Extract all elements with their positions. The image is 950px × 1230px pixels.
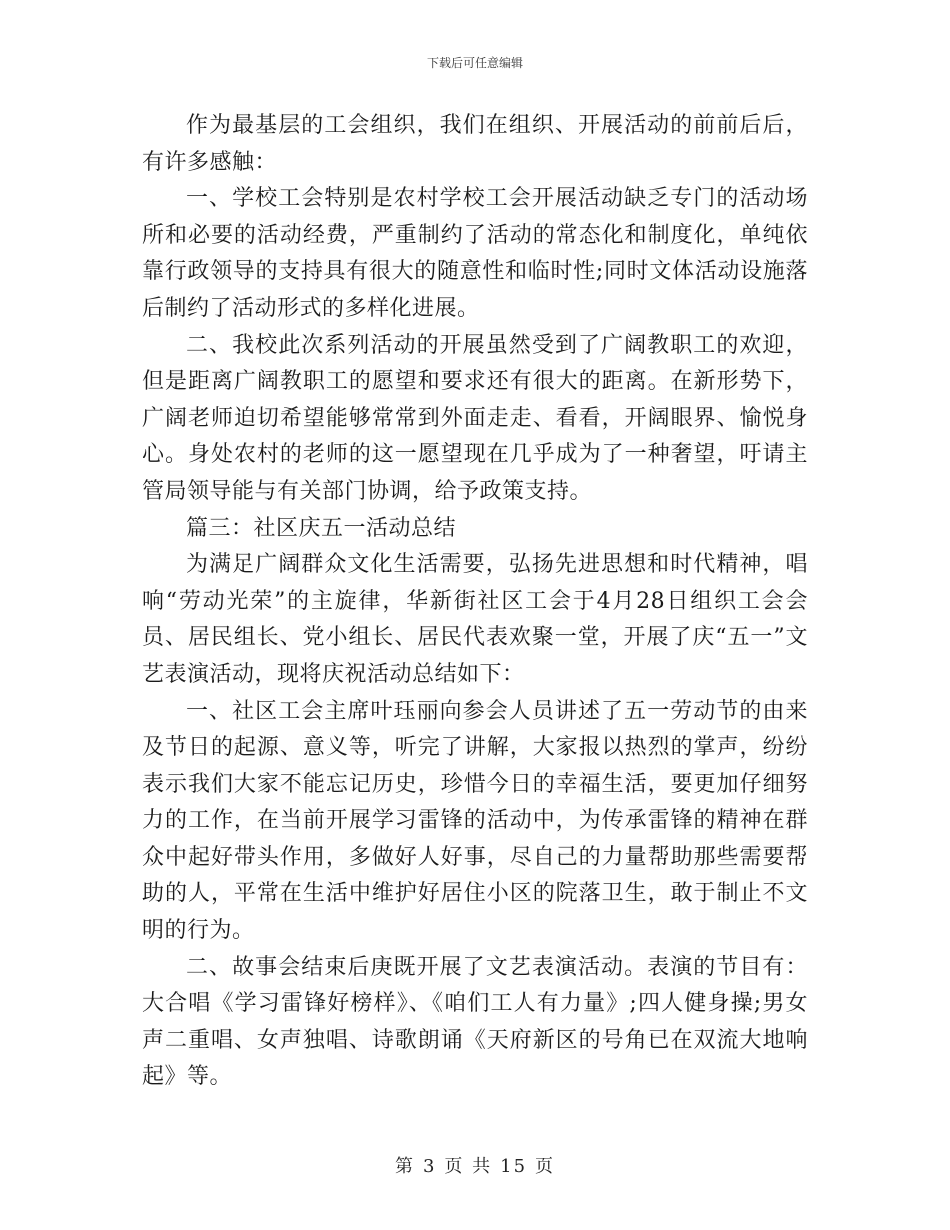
footer-suffix: 页 — [535, 1156, 556, 1177]
paragraph-point-2: 二、我校此次系列活动的开展虽然受到了广阔教职工的欢迎，但是距离广阔教职工的愿望和要求还有很大的距离。在新形势下，广阔老师迫切希望能够常常到外面走走、看看，开阔眼界、愉悦身心。身处农村的老师的这一愿望现在几乎成为了一种奢望，吁请主管局领导能与有关部门协调，给予政策支持。 — [142, 332, 808, 504]
section-heading: 篇三：社区庆五一活动总结 — [186, 515, 457, 541]
page-footer — [0, 1152, 950, 1178]
paragraph-summary-point-2: 二、故事会结束后庚既开展了文艺表演活动。表演的节目有：大合唱《学习雷锋好榜样》、《咱们工人有力量》;四人健身操;男女声二重唱、女声独唱、诗歌朗诵《天府新区的号角已在双流大地响起》等。 — [142, 954, 808, 1090]
paragraph-summary-point-1: 一、社区工会主席叶珏丽向参会人员讲述了五一劳动节的由来及节日的起源、意义等，听完了讲解，大家报以热烈的掌声，纷纷表示我们大家不能忘记历史，珍惜今日的幸福生活，要更加仔细努力的工作，在当前开展学习雷锋的活动中，为传承雷锋的精神在群众中起好带头作用，多做好人好事，尽自己的力量帮助那些需要帮助的人，平常在生活中维护好居住小区的院落卫生，敢于制止不文明的行为。 — [142, 698, 808, 944]
footer-prefix: 第 — [394, 1156, 415, 1177]
header-note: 下载后可任意编辑 — [426, 56, 523, 70]
paragraph-point-1: 一、学校工会特别是农村学校工会开展活动缺乏专门的活动场所和必要的活动经费，严重制约了活动的常态化和制度化，单纯依靠行政领导的支持具有很大的随意性和临时性;同时文体活动设施落后制约了活动形式的多样化进展。 — [142, 186, 808, 321]
footer-middle: 页 共 — [444, 1156, 493, 1177]
page-number-current: 3 — [422, 1156, 437, 1177]
page-number-total: 15 — [500, 1156, 528, 1177]
document-body — [142, 108, 808, 1096]
paragraph-summary-intro: 为满足广阔群众文化生活需要，弘扬先进思想和时代精神，唱响“劳动光荣”的主旋律，华新街社区工会于4月28日组织工会会员、居民组长、党小组长、居民代表欢聚一堂，开展了庆“五一”文艺表演活动，现将庆祝活动总结如下： — [142, 552, 808, 687]
paragraph-intro: 作为最基层的工会组织，我们在组织、开展活动的前前后后，有许多感触： — [142, 113, 808, 175]
